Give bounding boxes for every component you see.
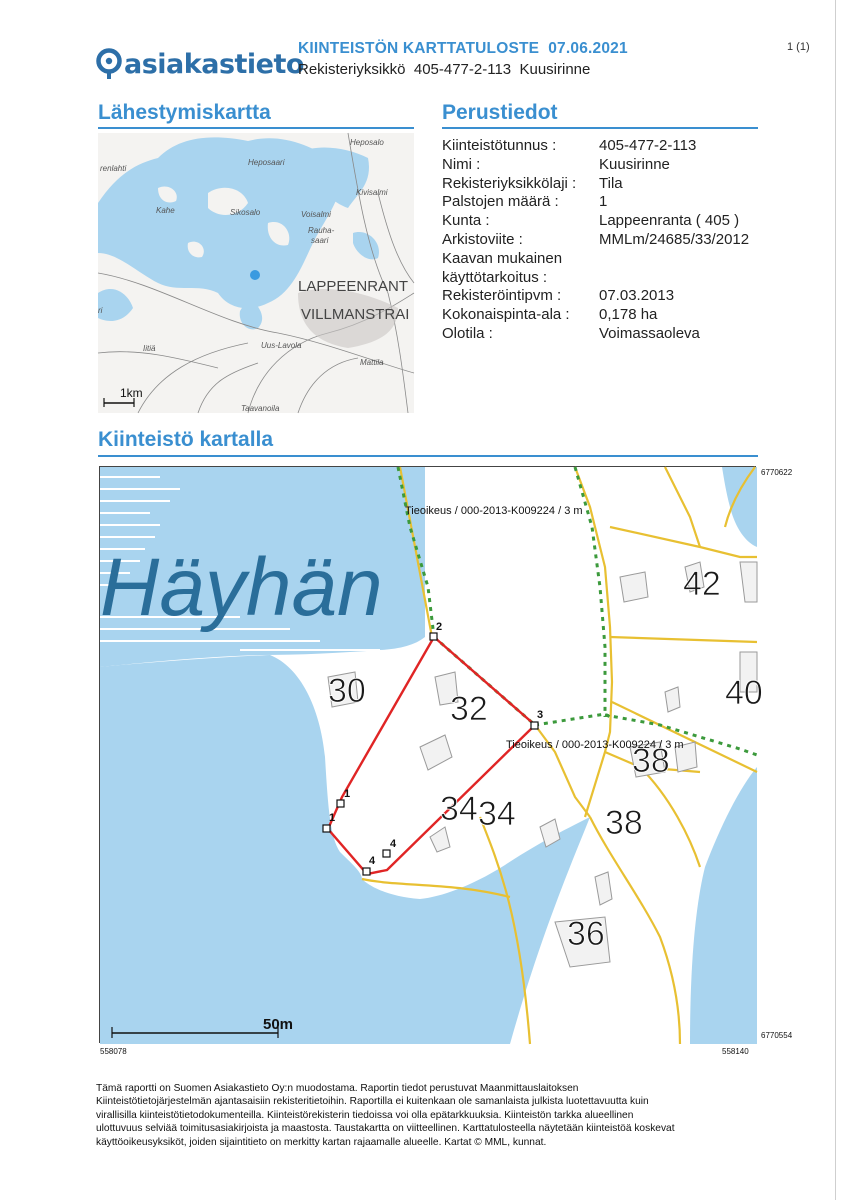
info-value: Voimassaoleva bbox=[599, 325, 700, 342]
disclaimer-line: virallisilla kiinteistötietodokumenteilla. Kiinteistörekisterin tiedoissa voi olla epätarkkuuksia. Kiinteistön tarkka alueellinen bbox=[96, 1109, 634, 1121]
info-label: Kaavan mukainen bbox=[442, 249, 563, 267]
svg-text:34: 34 bbox=[440, 790, 478, 828]
basic-info-rule bbox=[442, 127, 758, 129]
svg-text:ri: ri bbox=[98, 306, 103, 315]
svg-text:38: 38 bbox=[605, 804, 643, 842]
info-value: 1 bbox=[599, 193, 608, 211]
locator-scale-bar bbox=[104, 386, 143, 407]
locator-map bbox=[98, 133, 414, 413]
coordinate-bottom-left: 558078 bbox=[100, 1047, 127, 1056]
info-value: 0,178 ha bbox=[599, 306, 658, 324]
locator-map-graphic bbox=[98, 133, 414, 413]
page-number: 1 (1) bbox=[787, 41, 810, 53]
info-label: Olotila : bbox=[442, 325, 493, 342]
svg-text:Heposalo: Heposalo bbox=[350, 138, 384, 147]
info-label: Kiinteistötunnus : bbox=[442, 137, 557, 154]
disclaimer-line: Tämä raportti on Suomen Asiakastieto Oy:n muodostama. Raportin tiedot perustuvat Maanmittauslaitoksen bbox=[96, 1083, 579, 1094]
easement-label-top: Tieoikeus / 000-2013-K009224 / 3 m bbox=[405, 505, 583, 517]
svg-text:30: 30 bbox=[328, 672, 366, 710]
svg-text:Sikosalo: Sikosalo bbox=[230, 208, 261, 217]
svg-text:Mattila: Mattila bbox=[360, 358, 384, 367]
locator-rule bbox=[98, 127, 414, 129]
svg-text:Heposaari: Heposaari bbox=[248, 158, 285, 167]
svg-text:Kahe: Kahe bbox=[156, 206, 175, 215]
svg-text:Taavanoila: Taavanoila bbox=[241, 404, 280, 413]
coordinate-bottom-right: 6770554 bbox=[761, 1031, 793, 1040]
svg-text:Rauha-: Rauha- bbox=[308, 226, 335, 235]
info-label: Rekisteröintipvm : bbox=[442, 287, 562, 305]
report-subtitle: Rekisteriyksikkö 405-477-2-113 Kuusirinne bbox=[298, 61, 591, 78]
svg-text:40: 40 bbox=[725, 674, 763, 712]
coordinate-top-right: 6770622 bbox=[761, 468, 793, 477]
info-value: Kuusirinne bbox=[599, 155, 670, 173]
info-label: Rekisteriyksikkölaji : bbox=[442, 174, 577, 192]
svg-text:Iitiä: Iitiä bbox=[143, 344, 156, 353]
property-map bbox=[99, 466, 763, 1043]
info-value: Lappeenranta ( 405 ) bbox=[599, 212, 740, 230]
info-value: 405-477-2-113 bbox=[599, 137, 697, 154]
info-value: MMLm/24685/33/2012 bbox=[599, 231, 750, 248]
svg-text:38: 38 bbox=[632, 742, 670, 780]
info-label: Kunta : bbox=[442, 212, 490, 230]
svg-text:3: 3 bbox=[537, 709, 544, 721]
logo-pin-icon bbox=[96, 48, 124, 80]
svg-text:Voisalmi: Voisalmi bbox=[301, 210, 331, 219]
info-value: 07.03.2013 bbox=[599, 287, 675, 305]
page-edge-line bbox=[835, 0, 836, 1200]
report-title: KIINTEISTÖN KARTTATULOSTE 07.06.2021 bbox=[298, 40, 628, 57]
svg-text:42: 42 bbox=[683, 565, 721, 603]
svg-text:34: 34 bbox=[478, 795, 516, 833]
lake-name-label: Häyhän bbox=[100, 542, 383, 633]
map-title: Kiinteistö kartalla bbox=[98, 428, 274, 451]
asiakastieto-logo bbox=[96, 44, 304, 84]
svg-text:50m: 50m bbox=[263, 1016, 294, 1033]
locator-title: Lähestymiskartta bbox=[98, 101, 271, 124]
disclaimer-line: käyttöoikeusyksiköt, joiden sijaintitieto on merkitty kartan rajaamalle alueelle. Kartat © MML, kunnat. bbox=[96, 1136, 547, 1148]
info-label: Arkistoviite : bbox=[442, 231, 523, 248]
coordinate-bottom-mid: 558140 bbox=[722, 1047, 749, 1056]
svg-text:1: 1 bbox=[344, 788, 351, 800]
svg-text:4: 4 bbox=[390, 838, 397, 850]
svg-text:Uus-Lavola: Uus-Lavola bbox=[261, 341, 302, 350]
info-label: Kokonaispinta-ala : bbox=[442, 306, 570, 324]
svg-text:32: 32 bbox=[450, 690, 488, 728]
property-location-marker bbox=[250, 270, 260, 280]
disclaimer-line: Kiinteistötietojärjestelmän ajantasaisiin rekisteritietoihin. Raportilla ei kuitenkaan ole samanlaista julkista luotettavuutta kuin bbox=[96, 1096, 649, 1108]
map-rule bbox=[98, 455, 758, 457]
svg-text:36: 36 bbox=[567, 915, 605, 953]
locator-city-label: LAPPEENRANT bbox=[298, 278, 409, 295]
easement-label-middle: Tieoikeus / 000-2013-K009224 / 3 m bbox=[506, 739, 684, 751]
svg-text:4: 4 bbox=[369, 855, 376, 867]
logo-text: asiakastieto bbox=[124, 48, 304, 80]
info-label: Nimi : bbox=[442, 155, 481, 173]
svg-text:saari: saari bbox=[311, 236, 329, 245]
info-value: Tila bbox=[599, 174, 623, 192]
locator-city-label-swedish: VILLMANSTRAI bbox=[301, 306, 410, 323]
svg-text:1: 1 bbox=[329, 812, 336, 824]
property-map-graphic bbox=[100, 467, 763, 1044]
disclaimer-footer bbox=[96, 1082, 756, 1149]
info-label: käyttötarkoitus : bbox=[442, 268, 548, 286]
svg-text:2: 2 bbox=[436, 621, 443, 633]
disclaimer-line: ulottuvuus selviää toimitusasiakirjoista ja maastosta. Taustakartta on viitteellinen. Karttatulosteella näytetään kiinteistöä koskevat bbox=[96, 1123, 675, 1135]
svg-text:1km: 1km bbox=[120, 386, 143, 400]
svg-text:renlahti: renlahti bbox=[100, 164, 127, 173]
basic-info-title: Perustiedot bbox=[442, 101, 558, 124]
info-label: Palstojen määrä : bbox=[442, 193, 559, 211]
svg-text:Kivisalmi: Kivisalmi bbox=[356, 188, 388, 197]
